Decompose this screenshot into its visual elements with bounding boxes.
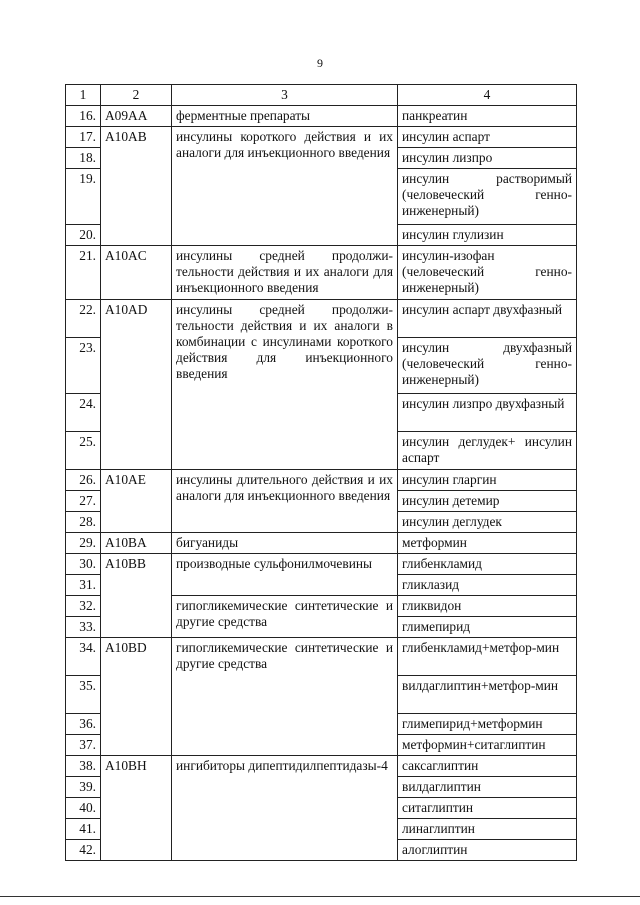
drug-name: линаглиптин: [398, 819, 577, 840]
atc-code: A10AE: [101, 470, 172, 533]
drug-name: инсулин деглудек: [398, 512, 577, 533]
group-description: ферментные препараты: [172, 106, 398, 127]
atc-code: A10AD: [101, 300, 172, 470]
table-row: [66, 533, 577, 554]
page-bottom-rule: [0, 896, 640, 897]
atc-code: A10BD: [101, 638, 172, 756]
drug-name: вилдаглиптин: [398, 777, 577, 798]
atc-code: A09AA: [101, 106, 172, 127]
drug-name: инсулин аспарт двухфазный: [398, 300, 577, 338]
table-row: [66, 246, 577, 300]
row-number: 38.: [66, 756, 101, 777]
row-number: 26.: [66, 470, 101, 491]
page-number: 9: [317, 56, 323, 70]
group-description: инсулины длительного действия и их аналоги для инъекционного введения: [172, 470, 398, 533]
row-number: 41.: [66, 819, 101, 840]
row-number: 34.: [66, 638, 101, 676]
row-number: 40.: [66, 798, 101, 819]
group-description: ингибиторы дипептидилпептидазы-4: [172, 756, 398, 861]
header-cell: 1: [66, 85, 101, 106]
table-row: [66, 638, 577, 676]
drug-name: глимепирид: [398, 617, 577, 638]
drug-name: глибенкламид: [398, 554, 577, 575]
row-number: 33.: [66, 617, 101, 638]
drug-name: инсулин-изофан (человеческий генно-инженерный): [398, 246, 577, 300]
header-cell: 4: [398, 85, 577, 106]
drug-name: глимепирид+метформин: [398, 714, 577, 735]
drug-name: инсулин растворимый (человеческий генно-инженерный): [398, 169, 577, 225]
table-row: [66, 300, 577, 338]
group-description: инсулины короткого действия и их аналоги для инъекционного введения: [172, 127, 398, 246]
header-cell: 2: [101, 85, 172, 106]
group-description: производные сульфонилмочевины: [172, 554, 398, 596]
row-number: 20.: [66, 225, 101, 246]
row-number: 28.: [66, 512, 101, 533]
row-number: 35.: [66, 676, 101, 714]
drug-name: инсулин лизпро: [398, 148, 577, 169]
drug-name: инсулин деглудек+ инсулин аспарт: [398, 432, 577, 470]
group-description: инсулины средней продолжи-тельности действия и их аналоги для инъекционного введения: [172, 246, 398, 300]
drug-name: инсулин аспарт: [398, 127, 577, 148]
row-number: 30.: [66, 554, 101, 575]
row-number: 16.: [66, 106, 101, 127]
row-number: 24.: [66, 394, 101, 432]
drug-name: гликвидон: [398, 596, 577, 617]
row-number: 25.: [66, 432, 101, 470]
drug-table: [65, 84, 577, 861]
row-number: 23.: [66, 338, 101, 394]
row-number: 19.: [66, 169, 101, 225]
drug-name: гликлазид: [398, 575, 577, 596]
table-row: [66, 756, 577, 777]
table-row: [66, 554, 577, 575]
drug-name: инсулин лизпро двухфазный: [398, 394, 577, 432]
drug-name: инсулин гларгин: [398, 470, 577, 491]
drug-name: саксаглиптин: [398, 756, 577, 777]
table-row: [66, 106, 577, 127]
drug-name: инсулин глулизин: [398, 225, 577, 246]
drug-name: инсулин детемир: [398, 491, 577, 512]
row-number: 29.: [66, 533, 101, 554]
group-description: гипогликемические синтетические и другие средства: [172, 596, 398, 638]
drug-name: метформин+ситаглиптин: [398, 735, 577, 756]
table-row: [66, 127, 577, 148]
drug-name: метформин: [398, 533, 577, 554]
row-number: 18.: [66, 148, 101, 169]
row-number: 36.: [66, 714, 101, 735]
row-number: 22.: [66, 300, 101, 338]
drug-name: панкреатин: [398, 106, 577, 127]
row-number: 21.: [66, 246, 101, 300]
table-row: [66, 470, 577, 491]
group-description: бигуаниды: [172, 533, 398, 554]
header-cell: 3: [172, 85, 398, 106]
row-number: 32.: [66, 596, 101, 617]
drug-name: алоглиптин: [398, 840, 577, 861]
drug-name: ситаглиптин: [398, 798, 577, 819]
atc-code: A10BB: [101, 554, 172, 638]
row-number: 42.: [66, 840, 101, 861]
atc-code: A10AB: [101, 127, 172, 246]
row-number: 31.: [66, 575, 101, 596]
row-number: 17.: [66, 127, 101, 148]
row-number: 37.: [66, 735, 101, 756]
drug-name: вилдаглиптин+метфор-мин: [398, 676, 577, 714]
drug-name: глибенкламид+метфор-мин: [398, 638, 577, 676]
row-number: 27.: [66, 491, 101, 512]
drug-name: инсулин двухфазный (человеческий генно-инженерный): [398, 338, 577, 394]
group-description: инсулины средней продолжи-тельности действия и их аналоги в комбинации с инсулинами короткого действия для инъекционного введения: [172, 300, 398, 470]
atc-code: A10BA: [101, 533, 172, 554]
atc-code: A10BH: [101, 756, 172, 861]
row-number: 39.: [66, 777, 101, 798]
table-header-row: [66, 85, 577, 106]
atc-code: A10AC: [101, 246, 172, 300]
group-description: гипогликемические синтетические и другие средства: [172, 638, 398, 756]
